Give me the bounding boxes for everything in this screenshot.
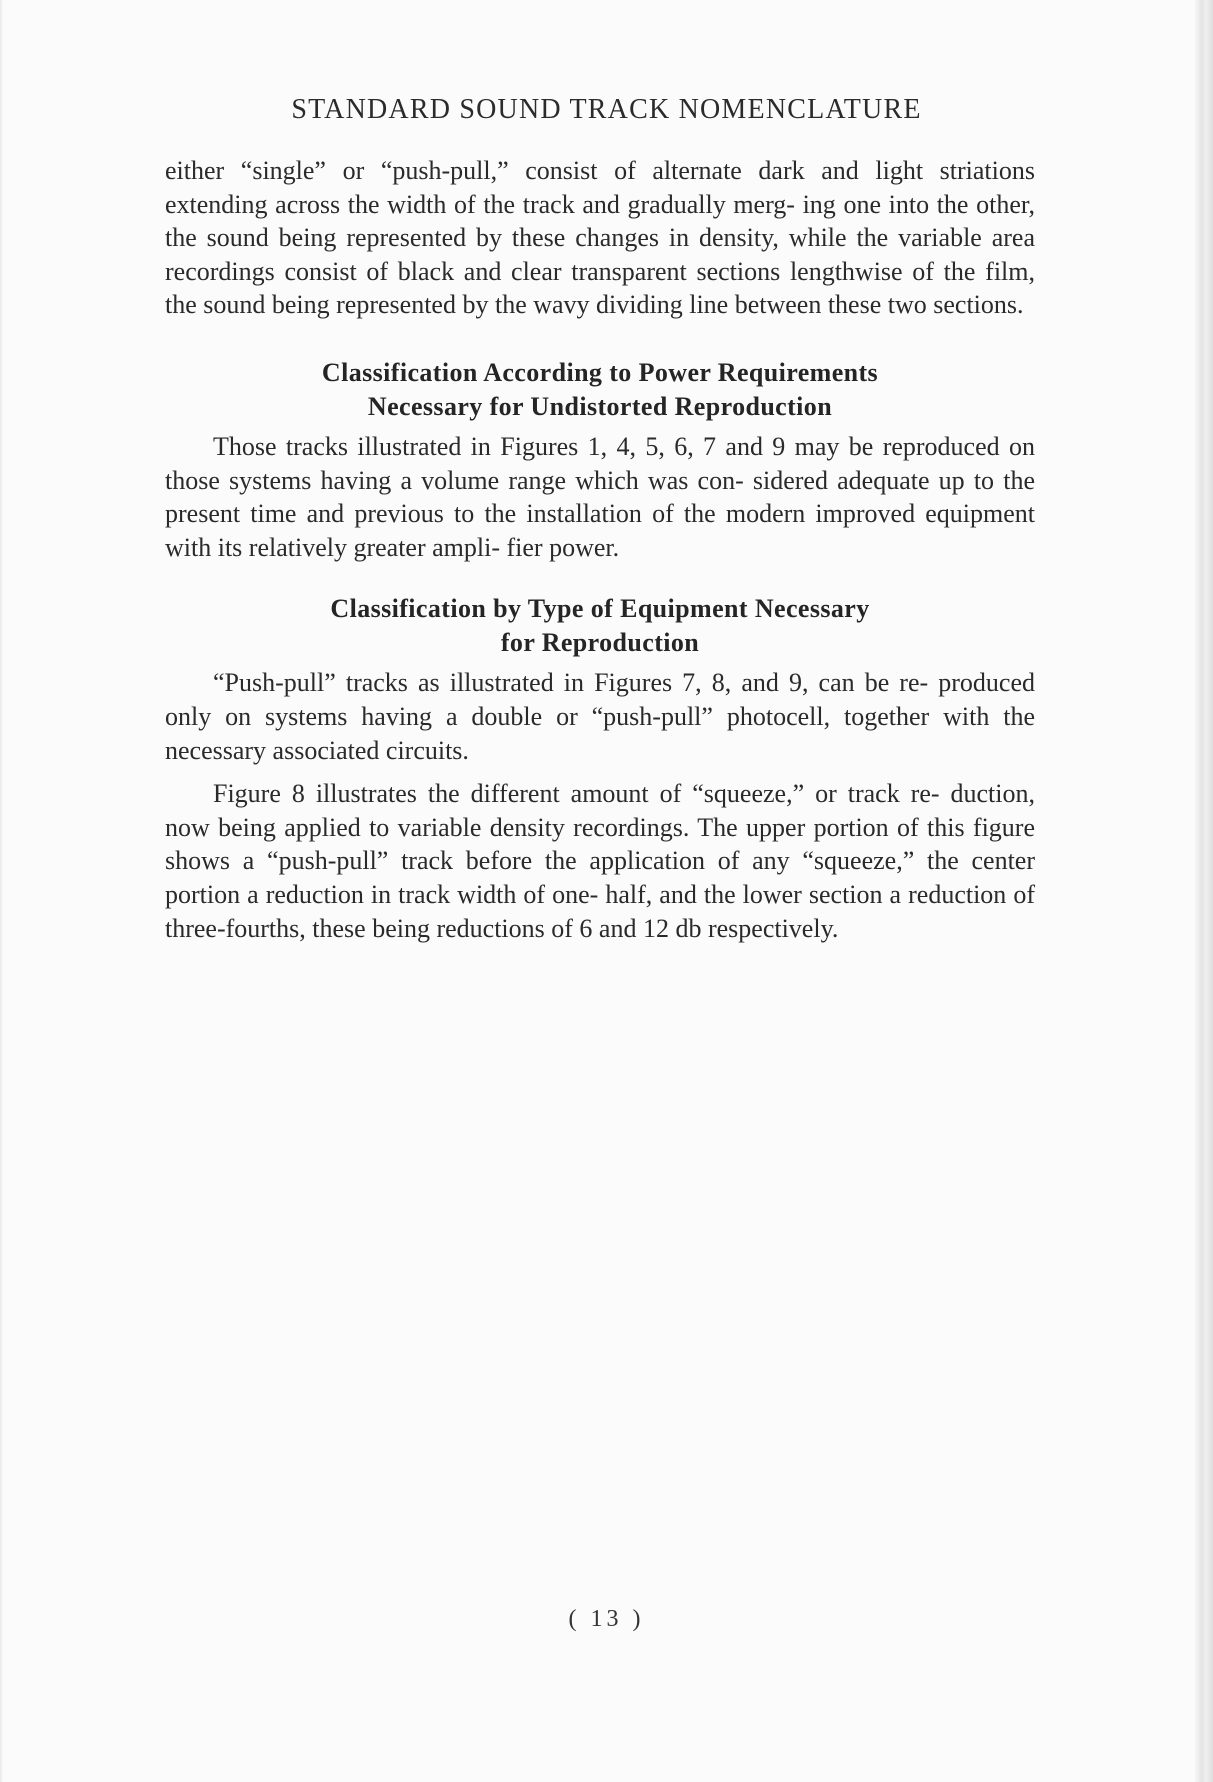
section-heading-line: for Reproduction [500,628,700,658]
paragraph-figure-8: Figure 8 illustrates the different amount of “squeeze,” or track re- duction, now being applied to variable density recordings. The upper portion of this figure shows a “push-pull” track before the application of any “squeeze,” the center portion a reduction in track width of one- half, and the lower section a reduction of three-fourths, these being reductions of 6 and 12 db respectively. [165,779,1035,943]
page-number: ( 13 ) [568,1606,645,1632]
section-heading-line: Necessary for Undistorted Reproduction [367,391,833,421]
page-right-edge [1195,0,1213,1782]
page-body [165,154,1035,945]
running-title: STANDARD SOUND TRACK NOMENCLATURE [291,94,922,125]
page-left-edge [0,0,3,1782]
paragraph-power-requirements: Those tracks illustrated in Figures 1, 4, 5, 6, 7 and 9 may be reproduced on those systems having a volume range which was con- sidered adequate up to the present time and previous to the installation of the modern improved equipment with its relatively greater ampli- fier power. [165,431,1035,562]
section-heading-line: Classification According to Power Requirements [321,357,879,387]
section-heading-line: Classification by Type of Equipment Necessary [330,594,870,624]
paragraph-continued: either “single” or “push-pull,” consist of alternate dark and light striations extending across the width of the track and gradually merg- ing one into the other, the sound being represented by these changes in density, while the variable area recordings consist of black and clear transparent sections lengthwise of the film, the sound being represented by the wavy dividing line between these two sections. [165,156,1035,320]
section-heading-power-requirements [165,356,1035,424]
paragraph-push-pull: “Push-pull” tracks as illustrated in Figures 7, 8, and 9, can be re- produced only on systems having a double or “push-pull” photocell, together with the necessary associated circuits. [165,668,1035,765]
section-heading-equipment-type [165,592,1035,660]
